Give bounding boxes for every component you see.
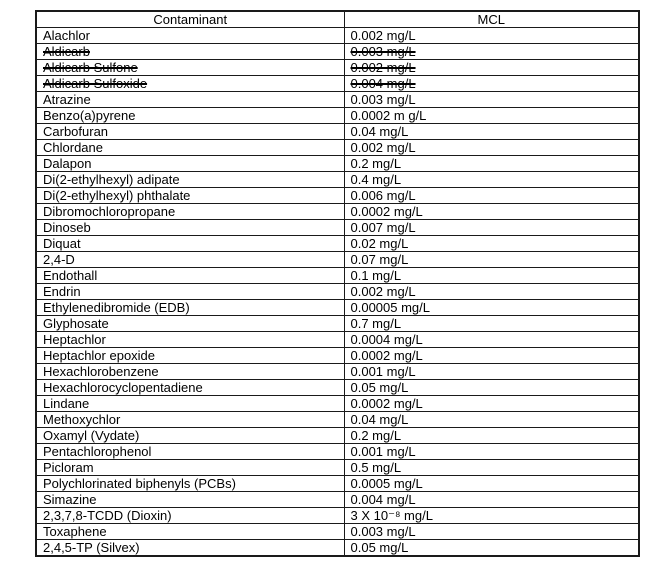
mcl-cell: 0.4 mg/L: [344, 172, 639, 188]
mcl-cell: 0.00005 mg/L: [344, 300, 639, 316]
table-row: [36, 140, 639, 156]
contaminant-cell: Dibromochloropropane: [36, 204, 344, 220]
contaminant-mcl-table: [35, 10, 640, 557]
table-row: [36, 44, 639, 60]
table-row: [36, 236, 639, 252]
mcl-cell: 0.0002 m g/L: [344, 108, 639, 124]
table-row: [36, 460, 639, 476]
table-row: [36, 28, 639, 44]
contaminant-cell: Hexachlorocyclopentadiene: [36, 380, 344, 396]
contaminant-cell: Dinoseb: [36, 220, 344, 236]
mcl-cell: 0.5 mg/L: [344, 460, 639, 476]
mcl-cell: 0.04 mg/L: [344, 412, 639, 428]
contaminant-cell: Chlordane: [36, 140, 344, 156]
table-row: [36, 124, 639, 140]
contaminant-cell: Polychlorinated biphenyls (PCBs): [36, 476, 344, 492]
contaminant-cell: Simazine: [36, 492, 344, 508]
mcl-cell: 0.003 mg/L: [344, 92, 639, 108]
contaminant-cell: Carbofuran: [36, 124, 344, 140]
mcl-cell: 0.0002 mg/L: [344, 396, 639, 412]
table-row: [36, 508, 639, 524]
mcl-cell: 0.07 mg/L: [344, 252, 639, 268]
contaminant-cell: Hexachlorobenzene: [36, 364, 344, 380]
table-row: [36, 188, 639, 204]
mcl-cell: 0.002 mg/L: [344, 140, 639, 156]
table-row: [36, 540, 639, 557]
table-row: [36, 476, 639, 492]
mcl-cell: 0.05 mg/L: [344, 380, 639, 396]
contaminant-cell: Di(2-ethylhexyl) adipate: [36, 172, 344, 188]
table-row: [36, 268, 639, 284]
table-row: [36, 396, 639, 412]
mcl-cell: 0.004 mg/L: [344, 492, 639, 508]
mcl-cell: 0.0002 mg/L: [344, 348, 639, 364]
mcl-cell: 0.006 mg/L: [344, 188, 639, 204]
mcl-cell: 0.2 mg/L: [344, 428, 639, 444]
column-header-contaminant: Contaminant: [36, 11, 344, 28]
mcl-cell: 0.004 mg/L: [344, 76, 639, 92]
contaminant-cell: Pentachlorophenol: [36, 444, 344, 460]
table-row: [36, 156, 639, 172]
contaminant-cell: Ethylenedibromide (EDB): [36, 300, 344, 316]
contaminant-cell: 2,3,7,8-TCDD (Dioxin): [36, 508, 344, 524]
mcl-cell: 0.0004 mg/L: [344, 332, 639, 348]
contaminant-cell: Aldicarb: [36, 44, 344, 60]
mcl-cell: 0.003 mg/L: [344, 44, 639, 60]
mcl-cell: 3 X 10⁻⁸ mg/L: [344, 508, 639, 524]
table-row: [36, 380, 639, 396]
contaminant-cell: Diquat: [36, 236, 344, 252]
contaminant-cell: Aldicarb Sulfone: [36, 60, 344, 76]
contaminant-cell: Oxamyl (Vydate): [36, 428, 344, 444]
contaminant-cell: Heptachlor epoxide: [36, 348, 344, 364]
table-row: [36, 172, 639, 188]
contaminant-cell: Toxaphene: [36, 524, 344, 540]
table-row: [36, 524, 639, 540]
table-row: [36, 220, 639, 236]
mcl-cell: 0.02 mg/L: [344, 236, 639, 252]
mcl-cell: 0.04 mg/L: [344, 124, 639, 140]
table-row: [36, 412, 639, 428]
contaminant-cell: 2,4,5-TP (Silvex): [36, 540, 344, 557]
column-header-mcl: MCL: [344, 11, 639, 28]
table-row: [36, 60, 639, 76]
mcl-cell: 0.05 mg/L: [344, 540, 639, 557]
table-row: [36, 300, 639, 316]
contaminant-cell: Picloram: [36, 460, 344, 476]
table-row: [36, 428, 639, 444]
mcl-cell: 0.2 mg/L: [344, 156, 639, 172]
mcl-cell: 0.002 mg/L: [344, 284, 639, 300]
table-row: [36, 332, 639, 348]
table-header-row: [36, 11, 639, 28]
table-row: [36, 108, 639, 124]
table-row: [36, 348, 639, 364]
table-body: [36, 28, 639, 557]
table-row: [36, 492, 639, 508]
contaminant-cell: 2,4-D: [36, 252, 344, 268]
contaminant-cell: Atrazine: [36, 92, 344, 108]
mcl-cell: 0.0002 mg/L: [344, 204, 639, 220]
contaminant-cell: Di(2-ethylhexyl) phthalate: [36, 188, 344, 204]
contaminant-cell: Endrin: [36, 284, 344, 300]
contaminant-cell: Dalapon: [36, 156, 344, 172]
contaminant-cell: Methoxychlor: [36, 412, 344, 428]
mcl-cell: 0.0005 mg/L: [344, 476, 639, 492]
contaminant-cell: Aldicarb Sulfoxide: [36, 76, 344, 92]
table-row: [36, 92, 639, 108]
table-row: [36, 316, 639, 332]
mcl-cell: 0.001 mg/L: [344, 444, 639, 460]
table-row: [36, 76, 639, 92]
mcl-cell: 0.1 mg/L: [344, 268, 639, 284]
mcl-cell: 0.001 mg/L: [344, 364, 639, 380]
contaminant-cell: Lindane: [36, 396, 344, 412]
table-row: [36, 284, 639, 300]
contaminant-cell: Glyphosate: [36, 316, 344, 332]
table-row: [36, 252, 639, 268]
contaminant-cell: Benzo(a)pyrene: [36, 108, 344, 124]
table-row: [36, 204, 639, 220]
contaminant-cell: Endothall: [36, 268, 344, 284]
table-row: [36, 364, 639, 380]
table-row: [36, 444, 639, 460]
contaminant-cell: Alachlor: [36, 28, 344, 44]
mcl-cell: 0.002 mg/L: [344, 28, 639, 44]
mcl-cell: 0.007 mg/L: [344, 220, 639, 236]
mcl-cell: 0.003 mg/L: [344, 524, 639, 540]
contaminant-cell: Heptachlor: [36, 332, 344, 348]
mcl-cell: 0.002 mg/L: [344, 60, 639, 76]
mcl-cell: 0.7 mg/L: [344, 316, 639, 332]
